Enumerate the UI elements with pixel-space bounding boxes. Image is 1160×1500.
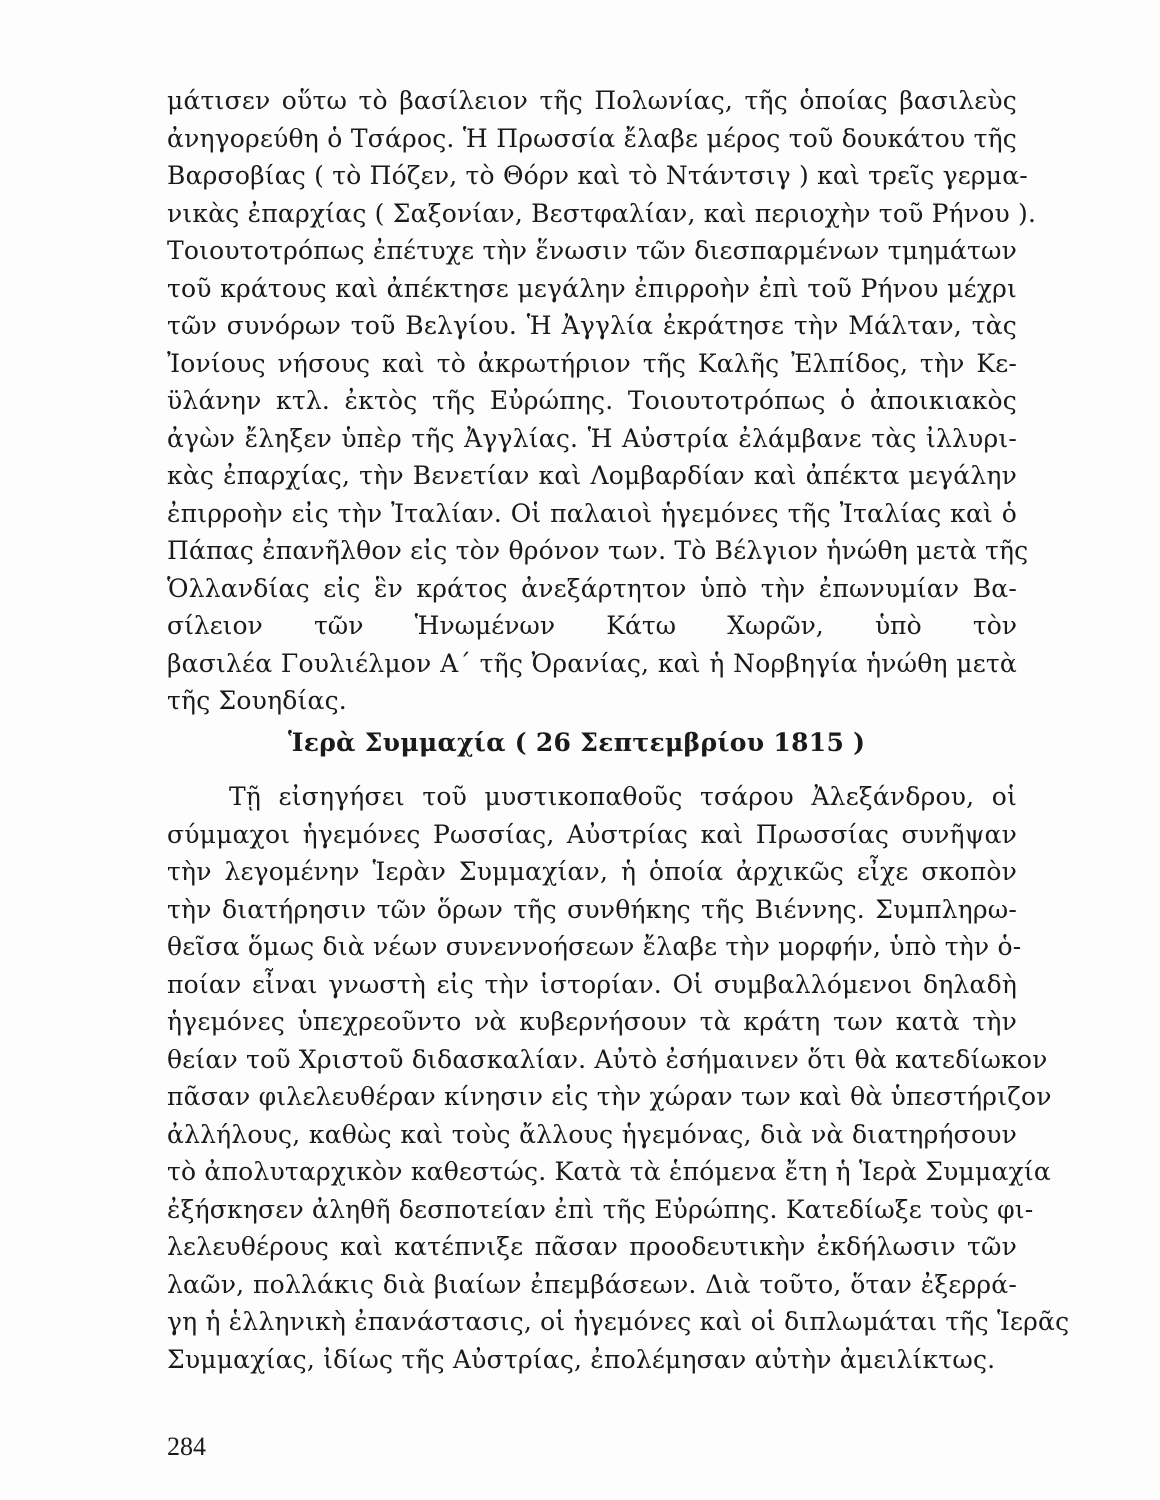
page-number: 284 xyxy=(167,1432,206,1461)
text-line: Τοιουτοτρόπως ἐπέτυχε τὴν ἕνωσιν τῶν διεσπαρμένων τμημάτων xyxy=(167,236,1017,265)
text-line: ἐπιρροὴν εἰς τὴν Ἰταλίαν. Οἱ παλαιοὶ ἡγεμόνες τῆς Ἰταλίας καὶ ὁ xyxy=(167,498,1017,528)
text-line: Ὁλλανδίας εἰς ἓν κράτος ἀνεξάρτητον ὑπὸ τὴν ἐπωνυμίαν Βα- xyxy=(167,573,1017,603)
text-line: ἐξήσκησεν ἀληθῆ δεσποτείαν ἐπὶ τῆς Εὐρώπης. Κατεδίωξε τοὺς φι- xyxy=(167,1194,1034,1224)
text-line: ἡγεμόνες ὑπεχρεοῦντο νὰ κυβερνήσουν τὰ κράτη των κατὰ τὴν xyxy=(167,1007,1017,1036)
text-line: βασιλέα Γουλιέλμον Α΄ τῆς Ὀρανίας, καὶ ἡ Νορβηγία ἡνώθη μετὰ xyxy=(167,648,1017,678)
text-line: λαῶν, πολλάκις διὰ βιαίων ἐπεμβάσεων. Διὰ τοῦτο, ὅταν ἐξερρά- xyxy=(167,1269,1017,1299)
text-line: ἀνηγορεύθη ὁ Τσάρος. Ἡ Πρωσσία ἔλαβε μέρος τοῦ δουκάτου τῆς xyxy=(167,123,1017,153)
section-heading: Ἱερὰ Συμμαχία ( 26 Σεπτεμβρίου 1815 ) xyxy=(288,728,866,757)
text-line: Ἰονίους νήσους καὶ τὸ ἀκρωτήριον τῆς Καλῆς Ἐλπίδος, τὴν Κε- xyxy=(167,348,1017,378)
text-line: λελευθέρους καὶ κατέπνιξε πᾶσαν προοδευτικὴν ἐκδήλωσιν τῶν xyxy=(167,1232,1017,1261)
text-line: ἀγὼν ἔληξεν ὑπὲρ τῆς Ἀγγλίας. Ἡ Αὐστρία ἐλάμβανε τὰς ἰλλυρι- xyxy=(167,423,1017,453)
text-line: τοῦ κράτους καὶ ἀπέκτησε μεγάλην ἐπιρροὴν ἐπὶ τοῦ Ρήνου μέχρι xyxy=(167,273,1017,303)
text-line: τὸ ἀπολυταρχικὸν καθεστώς. Κατὰ τὰ ἑπόμενα ἔτη ἡ Ἱερὰ Συμμαχία xyxy=(167,1157,1051,1186)
text-line: τῶν συνόρων τοῦ Βελγίου. Ἡ Ἀγγλία ἐκράτησε τὴν Μάλταν, τὰς xyxy=(167,311,1017,340)
paragraph-1 xyxy=(167,82,1037,720)
text-line: ποίαν εἶναι γνωστὴ εἰς τὴν ἱστορίαν. Οἱ συμβαλλόμενοι δηλαδὴ xyxy=(167,969,1017,999)
text-line: Τῇ εἰσηγήσει τοῦ μυστικοπαθοῦς τσάρου Ἀλεξάνδρου, οἱ xyxy=(229,782,1017,811)
text-line: ἀλλήλους, καθὼς καὶ τοὺς ἄλλους ἡγεμόνας, διὰ νὰ διατηρήσουν xyxy=(167,1119,1017,1149)
text-line-spaced: σίλειον τῶν Ἡνωμένων Κάτω Χωρῶν, ὑπὸ τὸν xyxy=(167,611,1017,640)
text-line: τὴν διατήρησιν τῶν ὅρων τῆς συνθήκης τῆς Βιέννης. Συμπληρω- xyxy=(167,894,1017,924)
text-line: μάτισεν οὕτω τὸ βασίλειον τῆς Πολωνίας, τῆς ὁποίας βασιλεὺς xyxy=(167,86,1017,115)
text-line: Πάπας ἐπανῆλθον εἰς τὸν θρόνον των. Τὸ Βέλγιον ἡνώθη μετὰ τῆς xyxy=(167,536,1029,565)
paragraph-2 xyxy=(167,778,1070,1378)
text-line: κὰς ἐπαρχίας, τὴν Βενετίαν καὶ Λομβαρδίαν καὶ ἀπέκτα μεγάλην xyxy=(167,461,1017,490)
text-line: σύμμαχοι ἡγεμόνες Ρωσσίας, Αὐστρίας καὶ Πρωσσίας συνῆψαν xyxy=(167,819,1017,849)
text-line: γη ἡ ἑλληνικὴ ἐπανάστασις, οἱ ἡγεμόνες καὶ οἱ διπλωμάται τῆς Ἱερᾶς xyxy=(167,1307,1070,1336)
text-line: ϋλάνην κτλ. ἐκτὸς τῆς Εὐρώπης. Τοιουτοτρόπως ὁ ἀποικιακὸς xyxy=(167,386,1017,415)
text-line: τῆς Σουηδίας. xyxy=(167,686,347,715)
text-line: τὴν λεγομένην Ἱερὰν Συμμαχίαν, ἡ ὁποία ἀρχικῶς εἶχε σκοπὸν xyxy=(167,857,1017,886)
text-line: θείαν τοῦ Χριστοῦ διδασκαλίαν. Αὐτὸ ἐσήμαινεν ὅτι θὰ κατεδίωκον xyxy=(167,1044,1048,1074)
text-line: πᾶσαν φιλελευθέραν κίνησιν εἰς τὴν χώραν των καὶ θὰ ὑπεστήριζον xyxy=(167,1082,1052,1111)
text-line: Συμμαχίας, ἰδίως τῆς Αὐστρίας, ἐπολέμησαν αὐτὴν ἀμειλίκτως. xyxy=(167,1344,996,1374)
text-line: νικὰς ἐπαρχίας ( Σαξονίαν, Βεστφαλίαν, καὶ περιοχὴν τοῦ Ρήνου ). xyxy=(167,198,1037,228)
text-line: θεῖσα ὅμως διὰ νέων συνεννοήσεων ἔλαβε τὴν μορφήν, ὑπὸ τὴν ὁ- xyxy=(167,932,1022,961)
text-line: Βαρσοβίας ( τὸ Πόζεν, τὸ Θόρν καὶ τὸ Ντάντσιγ ) καὶ τρεῖς γερμα- xyxy=(167,161,1028,190)
